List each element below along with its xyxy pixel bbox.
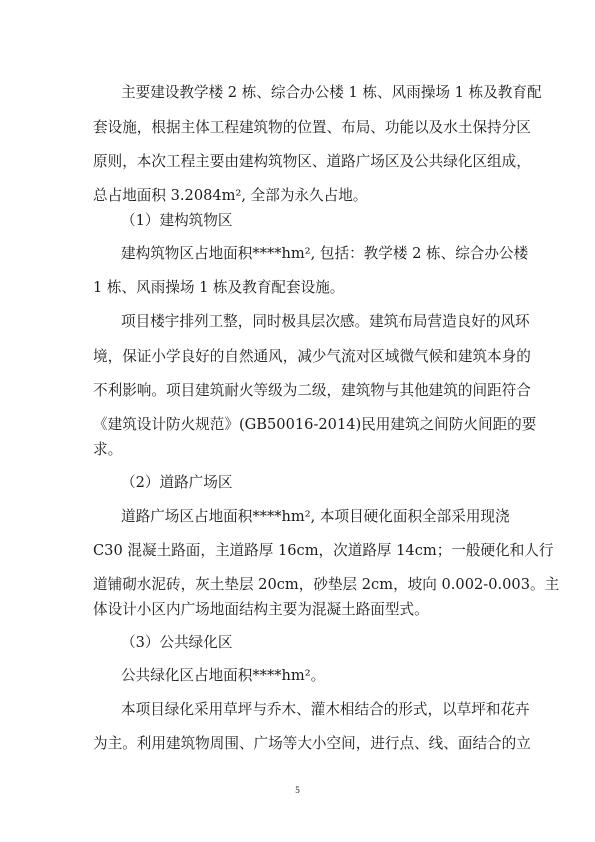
text-line: 套设施，根据主体工程建筑物的位置、布局、功能以及水土保持分区 <box>93 119 531 136</box>
page-number: 5 <box>295 785 300 795</box>
text-line: 总占地面积 3.2084m², 全部为永久占地。 <box>93 187 368 204</box>
text-line: 不利影响。项目建筑耐火等级为二级，建筑物与其他建筑的间距符合 <box>93 382 531 399</box>
text-line: C30 混凝土路面，主道路厚 16cm，次道路厚 14cm；一般硬化和人行 <box>93 542 554 559</box>
text-line: 公共绿化区占地面积****hm²。 <box>121 667 326 684</box>
section-heading: （3）公共绿化区 <box>121 634 233 651</box>
section-heading: （1）建构筑物区 <box>121 212 233 229</box>
text-line: 《建筑设计防火规范》(GB50016-2014)民用建筑之间防火间距的要 <box>93 416 537 433</box>
text-line: 1 栋、风雨操场 1 栋及教育配套设施。 <box>93 279 345 296</box>
text-line: 项目楼宇排列工整，同时极具层次感。建筑布局营造良好的风环 <box>121 313 530 330</box>
text-line: 求。 <box>93 441 123 458</box>
text-line: 本项目绿化采用草坪与乔木、灌木相结合的形式，以草坪和花卉 <box>121 701 530 718</box>
text-line: 体设计小区内广场地面结构主要为混凝土路面型式。 <box>93 601 429 618</box>
text-line: 道路广场区占地面积****hm², 本项目硬化面积全部采用现浇 <box>121 508 510 525</box>
text-line: 道铺砌水泥砖，灰土垫层 20cm，砂垫层 2cm，坡向 0.002-0.003。主 <box>93 576 560 593</box>
text-line: 为主。利用建筑物周围、广场等大小空间，进行点、线、面结合的立 <box>93 735 531 752</box>
text-line: 原则，本次工程主要由建构筑物区、道路广场区及公共绿化区组成， <box>93 153 531 170</box>
text-line: 建构筑物区占地面积****hm², 包括：教学楼 2 栋、综合办公楼 <box>121 245 529 262</box>
text-line: 境，保证小学良好的自然通风，减少气流对区域微气候和建筑本身的 <box>93 348 531 365</box>
section-heading: （2）道路广场区 <box>121 474 233 491</box>
text-line: 主要建设教学楼 2 栋、综合办公楼 1 栋、风雨操场 1 栋及教育配 <box>121 84 542 101</box>
